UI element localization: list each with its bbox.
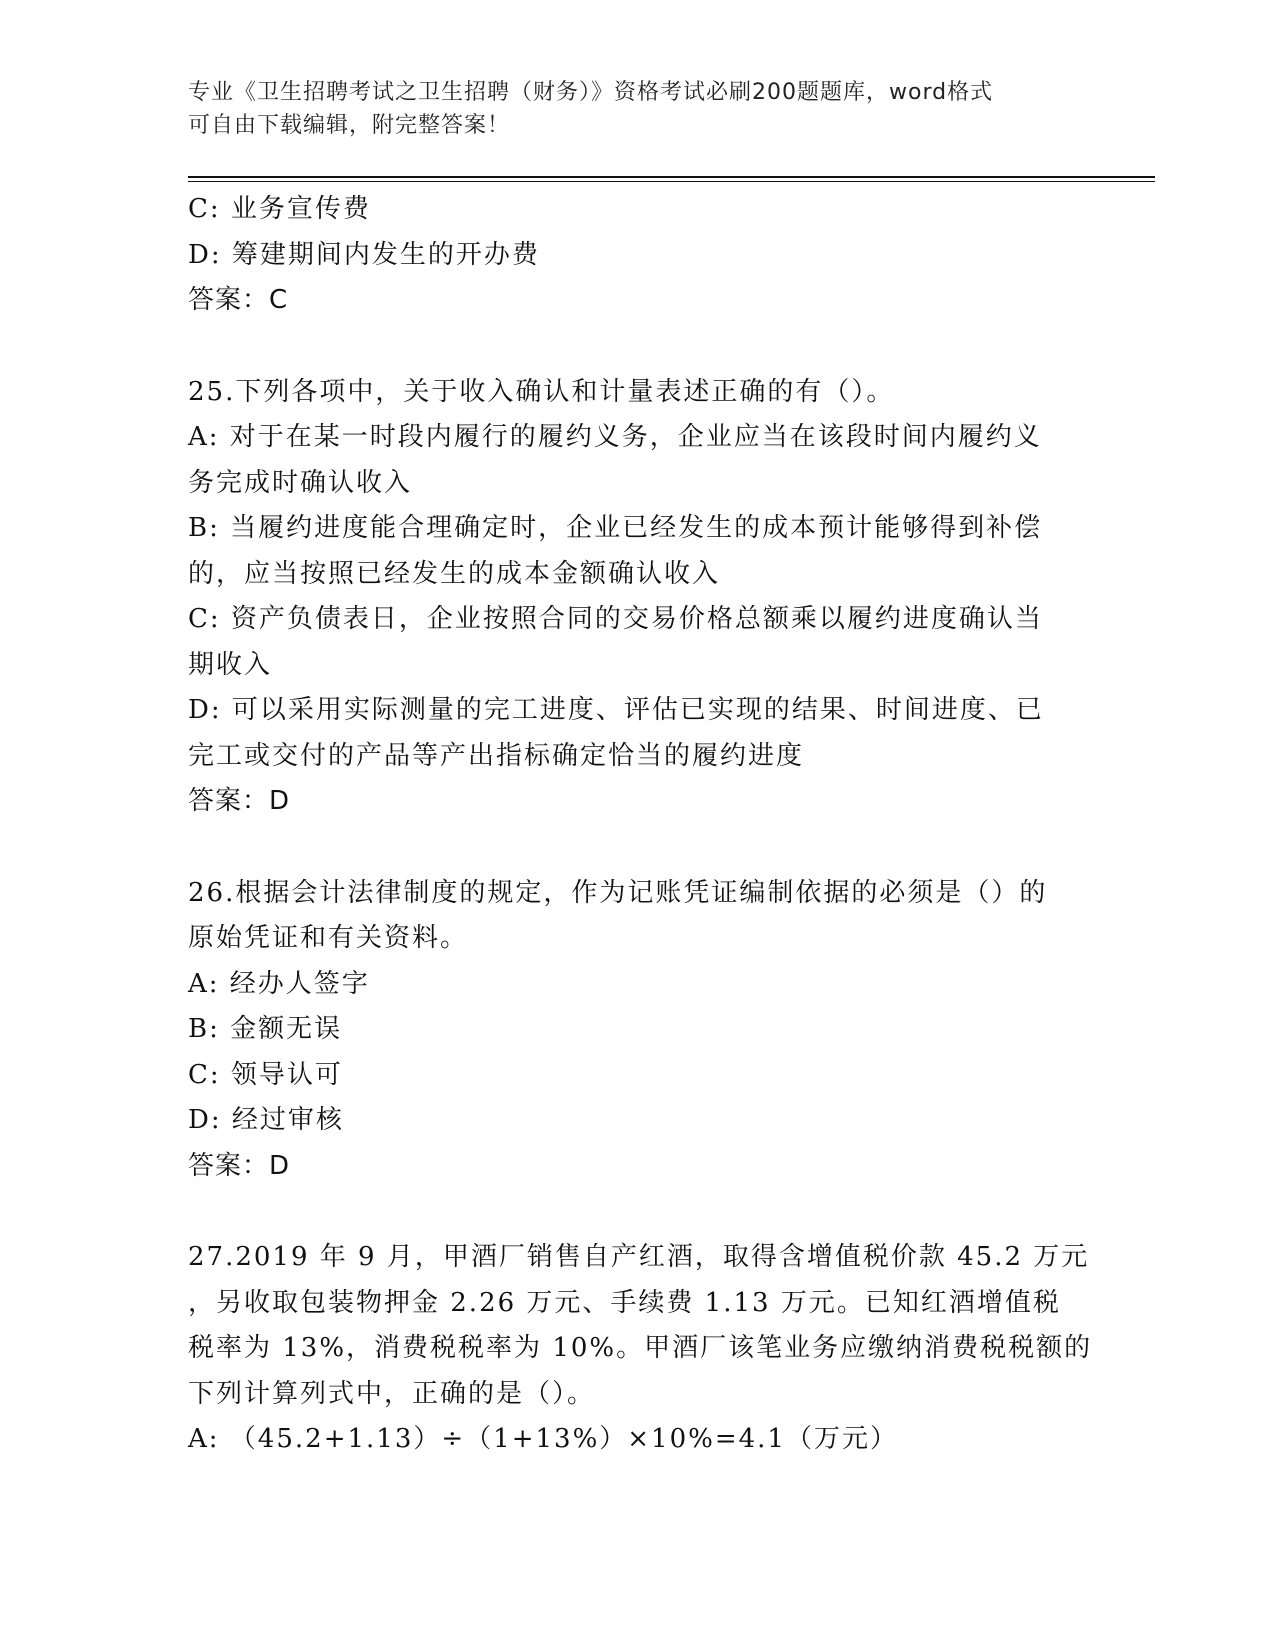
q27-option-a: A: （45.2+1.13）÷（1+13%）×10%=4.1（万元）: [188, 1424, 898, 1454]
header-divider-thick: [188, 176, 1155, 178]
q25-option-a-cont: 务完成时确认收入: [188, 467, 413, 498]
q26-option-b: B: 金额无误: [188, 1014, 343, 1044]
q25-option-c-cont: 期收入: [188, 649, 273, 680]
q26-option-d: D: 经过审核: [188, 1105, 344, 1135]
q25-option-c: C: 资产负债表日，企业按照合同的交易价格总额乘以履约进度确认当: [188, 604, 1043, 634]
question-27-stem-cont-2: 税率为 13%，消费税税率为 10%。甲酒厂该笔业务应缴纳消费税税额的: [188, 1333, 1093, 1363]
question-25-stem: 25.下列各项中，关于收入确认和计量表述正确的有（）。: [188, 376, 895, 407]
spacer: [188, 324, 1088, 370]
question-27-stem-cont-3: 下列计算列式中，正确的是（）。: [188, 1378, 596, 1409]
q25-option-d: D: 可以采用实际测量的完工进度、评估已实现的结果、时间进度、已: [188, 695, 1044, 725]
header-line-1: 专业《卫生招聘考试之卫生招聘（财务）》资格考试必刷200题题库，word格式: [188, 80, 994, 105]
header-divider-thin: [188, 181, 1155, 182]
q25-option-a: A: 对于在某一时段内履行的履约义务，企业应当在该段时间内履约义: [188, 422, 1042, 452]
question-26-stem: 26.根据会计法律制度的规定，作为记账凭证编制依据的必须是（）的: [188, 877, 1048, 908]
answer-line: 答案：C: [188, 285, 289, 315]
q26-option-a: A: 经办人签字: [188, 968, 370, 999]
question-27-stem: 27.2019 年 9 月，甲酒厂销售自产红酒，取得含增值税价款 45.2 万元: [188, 1242, 1090, 1272]
spacer: [188, 1189, 1088, 1235]
header-line-2: 可自由下载编辑，附完整答案！: [188, 113, 511, 138]
question-27-stem-cont-1: ，另收取包装物押金 2.26 万元、手续费 1.13 万元。已知红酒增值税: [188, 1287, 1061, 1318]
document-header: [188, 76, 1068, 142]
q25-option-b: B: 当履约进度能合理确定时，企业已经发生的成本预计能够得到补偿: [188, 513, 1043, 543]
question-content: [188, 187, 1093, 1463]
q26-answer: 答案：D: [188, 1150, 291, 1181]
q25-option-b-cont: 的，应当按照已经发生的成本金额确认收入: [188, 558, 721, 589]
option-c: C: 业务宣传费: [188, 194, 371, 224]
q25-answer: 答案：D: [188, 786, 291, 816]
option-d: D: 筹建期间内发生的开办费: [188, 239, 540, 270]
q26-option-c: C: 领导认可: [188, 1059, 343, 1090]
question-26-stem-cont: 原始凭证和有关资料。: [188, 923, 469, 953]
spacer: [188, 825, 1088, 871]
q25-option-d-cont: 完工或交付的产品等产出指标确定恰当的履约进度: [188, 740, 805, 771]
